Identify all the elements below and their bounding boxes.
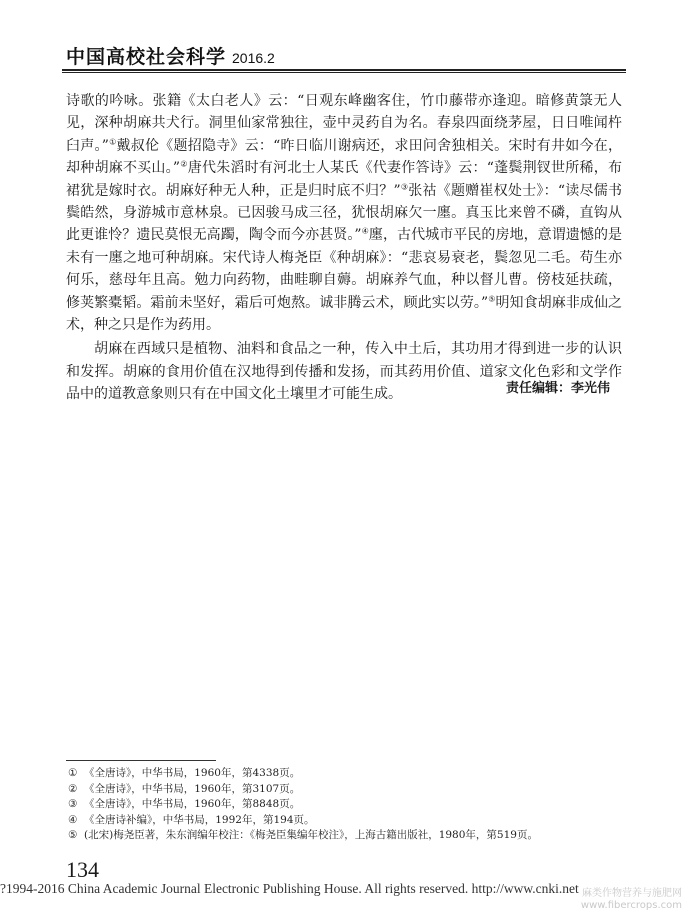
footnote-mark: ② [68,782,78,795]
footnote-text: (北宋)梅尧臣著，朱东润编年校注：《梅尧臣集编年校注》，上海古籍出版社，1980年，第519页。 [84,829,538,841]
text-run: 廛，古代城市平民的房地，意谓遗憾的是未有一廛之地可种胡麻。宋代诗人梅尧臣《种胡麻》：“悲哀易衰老，鬓忽见二毛。苟生亦何乐，慈母年且高。勉力向药物，曲畦聊自薅。胡麻养气血，种以督儿曹。傍枝延扶疏，修荚繁橐韬。霜前未坚好，霜后可炮熬。诚非腾云术，顾此实以劳。” [66,227,623,311]
footnote-ref-3[interactable]: ③ [400,181,409,191]
footnote-ref-1[interactable]: ① [108,137,117,147]
footnote-mark: ① [68,767,78,779]
copyright-line: ?1994-2016 China Academic Journal Electronic Publishing House. All rights reserved. http://www.cnki.net [0,881,579,896]
page-number: 134 [66,857,99,882]
watermark-line: www.fibercrops.com [580,900,682,911]
footnote-item [68,828,608,844]
paragraph-conclusion: 胡麻在西域只是植物、油料和食品之一种，传入中土后，其功用才得到进一步的认识和发挥。胡麻的食用价值在汉地得到传播和发扬，而其药用价值、道家文化色彩和文学作品中的道教意象则只有在中国文化土壤里才可能生成。 [66,341,622,403]
watermark [581,888,682,912]
running-header [66,42,275,69]
header-rule [62,69,626,71]
responsible-editor: 责任编辑：李光伟 [505,381,610,396]
text-run: 唐代朱滔时有河北士人某氏《代妻作答诗》云：“蓬鬓荆钗世所稀，布裙犹是嫁时衣。胡麻好种无人种，正是归时底不归？” [66,160,622,199]
footnote-mark: ③ [68,798,78,810]
article-body [66,90,622,406]
footnote-item [68,766,608,782]
footnote-mark: ⑤ [68,829,78,841]
text-run: 诗歌的吟咏。张籍《太白老人》云：“日观东峰幽客住，竹巾藤带亦逢迎。暗修黄箓无人见，深种胡麻共犬行。洞里仙家常独往，壶中灵药自为名。春泉四面绕茅屋，日日唯闻杵臼声。” [66,93,622,154]
footnote-text: 《全唐诗》，中华书局，1960年，第3107页。 [84,782,301,795]
footnote-ref-2[interactable]: ② [180,159,188,169]
text-run: 张祜《题赠崔权处士》：“读尽儒书鬓皓然，身游城市意林泉。已因骏马成三径，犹恨胡麻欠一廛。真玉比来曾不磷，直钩从此更谁怜？遗民莫恨无高躅，陶令而今亦甚贤。” [66,182,623,244]
footnote-mark: ④ [68,813,78,826]
footnotes [68,766,608,844]
watermark-line: 麻类作物营养与施肥网 [582,888,682,899]
footnote-item [68,782,608,798]
footnote-text: 《全唐诗》，中华书局，1960年，第4338页。 [84,767,301,779]
footnote-ref-5[interactable]: ⑤ [488,294,496,303]
text-run: 戴叔伦《题招隐寺》云：“昨日临川谢病还，求田问舍独相关。宋时有井如今在，却种胡麻不买山。” [66,137,622,177]
text-run: 明知食胡麻非成仙之术，种之只是作为药用。 [66,294,623,334]
footnote-ref-4[interactable]: ④ [361,226,369,236]
footnote-text: 《全唐诗补编》，中华书局，1992年，第194页。 [84,813,315,826]
journal-title: 中国高校社会科学 [66,46,227,68]
footnote-item [68,797,608,813]
footnote-text: 《全唐诗》，中华书局，1960年，第8848页。 [84,798,301,810]
paragraph-continued [66,90,622,336]
header-rule-thin [62,72,626,73]
footnote-item [68,813,608,829]
issue-number: 2016.2 [232,50,275,66]
footnote-rule [66,760,216,761]
